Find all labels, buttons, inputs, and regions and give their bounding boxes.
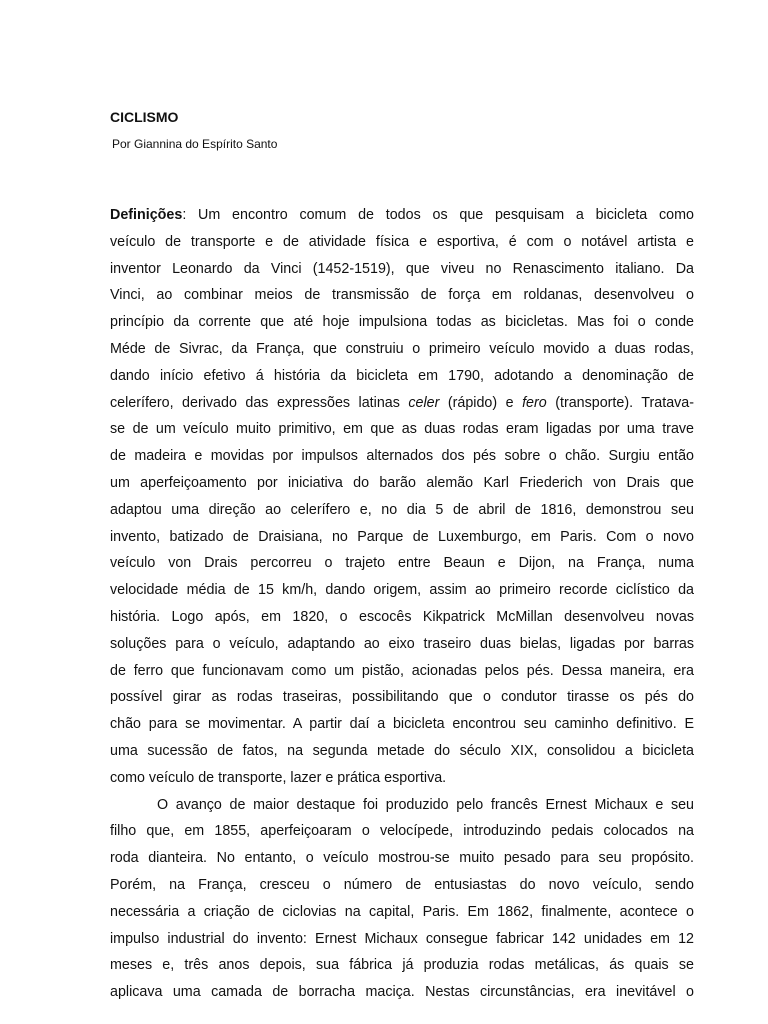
document-page bbox=[110, 108, 694, 1006]
italic-term: celer bbox=[408, 394, 440, 411]
text-segment: celerífero, derivado das expressões latinas bbox=[110, 394, 409, 411]
text-line: de ferro que funcionavam como um pistão, acionadas pelos pés. Dessa maneira, era bbox=[110, 662, 694, 679]
document-byline: Por Giannina do Espírito Santo bbox=[112, 137, 278, 151]
term-definicoes: Definições bbox=[110, 207, 183, 223]
text-line: necessária a criação de ciclovias na capital, Paris. Em 1862, finalmente, acontece o bbox=[110, 903, 694, 920]
text-line: roda dianteira. No entanto, o veículo mostrou-se muito pesado para seu propósito. bbox=[110, 850, 694, 867]
text-line: como veículo de transporte, lazer e prática esportiva. bbox=[110, 769, 447, 786]
text-line: se de um veículo muito primitivo, em que as duas rodas eram ligadas por uma trave bbox=[110, 421, 694, 438]
text-line: de madeira e movidas por impulsos alternados dos pés sobre o chão. Surgiu então bbox=[110, 448, 694, 465]
text-line: filho que, em 1855, aperfeiçoaram o velocípede, introduzindo pedais colocados na bbox=[110, 823, 694, 840]
italic-term: fero bbox=[522, 394, 547, 411]
text-line: Porém, na França, cresceu o número de entusiastas do novo veículo, sendo bbox=[110, 876, 694, 893]
text-line: um aperfeiçoamento por iniciativa do barão alemão Karl Friederich von Drais que bbox=[110, 474, 694, 491]
text-line: adaptou uma direção ao celerífero e, no dia 5 de abril de 1816, demonstrou seu bbox=[110, 501, 694, 518]
text-line: possível girar as rodas traseiras, possibilitando que o condutor tirasse os pés do bbox=[110, 689, 694, 706]
text-line: veículo de transporte e de atividade física e esportiva, é com o notável artista e bbox=[110, 233, 694, 250]
text-line bbox=[110, 202, 694, 229]
text-line: princípio da corrente que até hoje impulsiona todas as bicicletas. Mas foi o conde bbox=[110, 314, 694, 331]
text-segment: : Um encontro comum de todos os que pesquisam a bicicleta como bbox=[182, 207, 694, 223]
text-line: Méde de Sivrac, da França, que construiu o primeiro veículo movido a duas rodas, bbox=[110, 340, 694, 357]
text-line: aplicava uma camada de borracha maciça. Nestas circunstâncias, era inevitável o bbox=[110, 984, 694, 1001]
paragraph-michaux bbox=[110, 792, 694, 1006]
text-line: chão para se movimentar. A partir daí a bicicleta encontrou seu caminho definitivo. E bbox=[110, 716, 694, 733]
paragraph-definitions bbox=[110, 202, 694, 792]
document-title: CICLISMO bbox=[110, 109, 179, 125]
text-line: Vinci, ao combinar meios de transmissão de força em roldanas, desenvolveu o bbox=[110, 287, 694, 304]
text-line: uma sucessão de fatos, na segunda metade do século XIX, consolidou a bicicleta bbox=[110, 742, 694, 759]
text-line: inventor Leonardo da Vinci (1452-1519), que viveu no Renascimento italiano. Da bbox=[110, 260, 694, 277]
text-line bbox=[110, 390, 694, 417]
text-line: soluções para o veículo, adaptando ao eixo traseiro duas bielas, ligadas por barras bbox=[110, 635, 694, 652]
text-line: história. Logo após, em 1820, o escocês Kikpatrick McMillan desenvolveu novas bbox=[110, 608, 694, 625]
text-line: velocidade média de 15 km/h, dando origem, assim ao primeiro recorde ciclístico da bbox=[110, 582, 694, 599]
text-line: veículo von Drais percorreu o trajeto entre Beaun e Dijon, na França, numa bbox=[110, 555, 694, 572]
text-line: meses e, três anos depois, sua fábrica já produzia rodas metálicas, ás quais se bbox=[110, 957, 694, 974]
text-line: impulso industrial do invento: Ernest Michaux consegue fabricar 142 unidades em 12 bbox=[110, 930, 694, 947]
text-segment: (transporte). Tratava- bbox=[546, 394, 695, 411]
text-line: invento, batizado de Draisiana, no Parque de Luxemburgo, em Paris. Com o novo bbox=[110, 528, 694, 545]
text-line: dando início efetivo á história da bicicleta em 1790, adotando a denominação de bbox=[110, 367, 694, 384]
text-segment: (rápido) e bbox=[439, 394, 523, 411]
text-line: O avanço de maior destaque foi produzido pelo francês Ernest Michaux e seu bbox=[157, 796, 694, 813]
document-body bbox=[110, 202, 694, 1006]
